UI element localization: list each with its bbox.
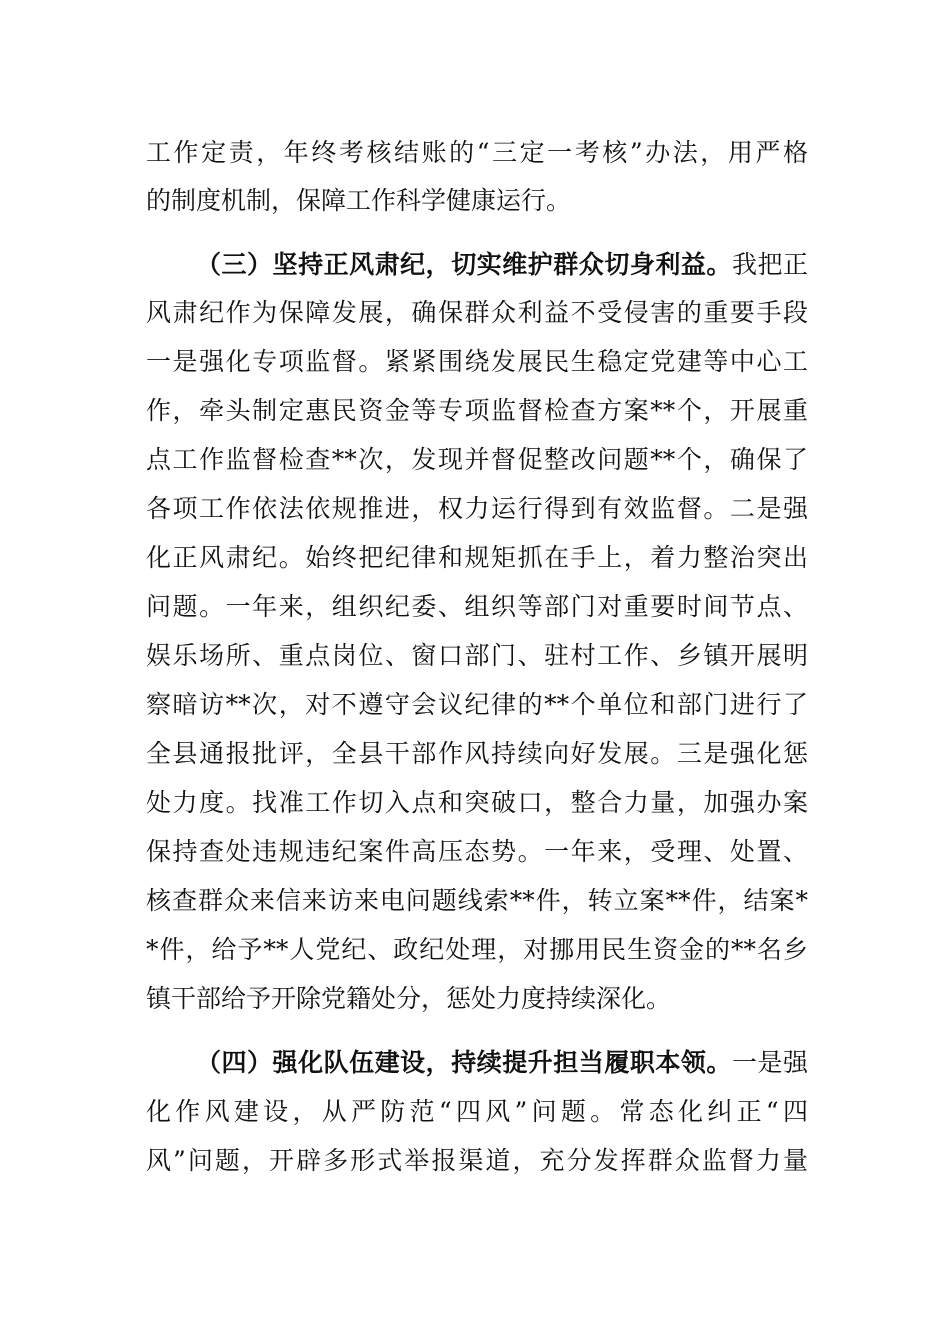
text-line: 作，牵头制定惠民资金等专项监督检查方案**个，开展重 — [146, 396, 808, 425]
text-line: 镇干部给予开除党籍处分，惩处力度持续深化。 — [146, 984, 672, 1013]
section-heading: （四）强化队伍建设，持续提升担当履职本领。 — [196, 1048, 732, 1077]
text-line: 核查群众来信来访来电问题线索**件，转立案**件，结案* — [146, 886, 808, 915]
text-line: 风”问题，开辟多形式举报渠道，充分发挥群众监督力量 — [146, 1146, 808, 1175]
text-line: 问题。一年来，组织纪委、组织等部门对重要时间节点、 — [146, 592, 808, 621]
text-line: 娱乐场所、重点岗位、窗口部门、驻村工作、乡镇开展明 — [146, 641, 808, 670]
text-line: 风肃纪作为保障发展，确保群众利益不受侵害的重要手段 — [146, 298, 808, 327]
text-line: 化作风建设，从严防范“四风”问题。常态化纠正“四 — [146, 1097, 808, 1126]
text-line: 全县通报批评，全县干部作风持续向好发展。三是强化惩 — [146, 739, 808, 768]
text-line: 工作定责，年终考核结账的“三定一考核”办法，用严格 — [146, 138, 808, 167]
text-line: 一是强化专项监督。紧紧围绕发展民生稳定党建等中心工 — [146, 347, 808, 376]
text-line: 察暗访**次，对不遵守会议纪律的**个单位和部门进行了 — [146, 690, 808, 719]
text-line: 处力度。找准工作切入点和突破口，整合力量，加强办案 — [146, 788, 808, 817]
text-line: 保持查处违规违纪案件高压态势。一年来，受理、处置、 — [146, 837, 808, 866]
text-line: 各项工作依法依规推进，权力运行得到有效监督。二是强 — [146, 494, 808, 523]
text-line: 化正风肃纪。始终把纪律和规矩抓在手上，着力整治突出 — [146, 543, 808, 572]
section-heading-line: （四）强化队伍建设，持续提升担当履职本领。一是强 — [196, 1048, 808, 1077]
section-heading: （三）坚持正风肃纪，切实维护群众切身利益。 — [196, 250, 732, 279]
text-line: *件，给予**人党纪、政纪处理，对挪用民生资金的**名乡 — [146, 935, 808, 964]
text-line: 点工作监督检查**次，发现并督促整改问题**个，确保了 — [146, 445, 808, 474]
text-line: 的制度机制，保障工作科学健康运行。 — [146, 186, 572, 215]
section-heading-line: （三）坚持正风肃纪，切实维护群众切身利益。我把正 — [196, 250, 808, 279]
